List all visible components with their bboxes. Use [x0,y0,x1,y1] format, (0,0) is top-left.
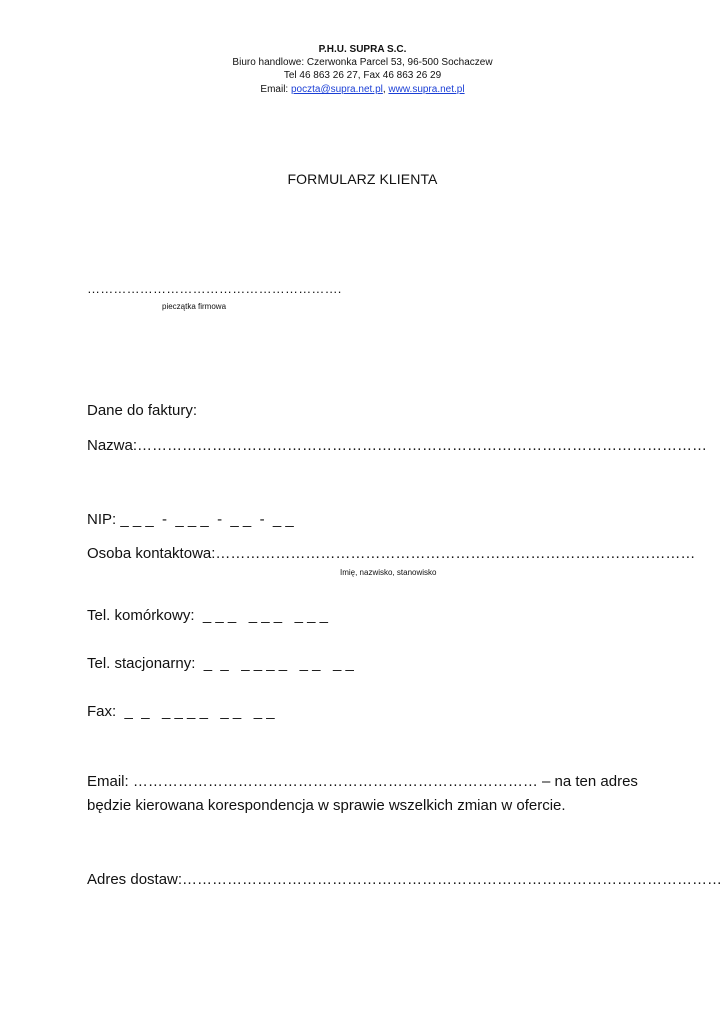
fax-field [87,701,275,723]
landline-blanks: _ _ _ _ _ _ _ _ _ _ [203,655,354,672]
landline-phone-field [87,653,354,675]
delivery-dotted-line: ……………………………………………………………………………………………… [182,871,723,888]
fax-blanks: _ _ _ _ _ _ _ _ _ _ [124,703,275,720]
email-dotted-line: ……………………………………………………………………… [132,773,538,790]
nip-blanks: _ _ _ - _ _ _ - _ _ - _ _ [120,511,294,528]
document-title: FORMULARZ KLIENTA [287,171,438,187]
link-separator: , [382,84,389,95]
mobile-label: Tel. komórkowy: [87,607,203,624]
website-link[interactable]: www.supra.net.pl [388,84,465,95]
email-label: Email: [87,773,133,790]
email-link[interactable]: poczta@supra.net.pl [290,84,383,95]
nip-label: NIP: [87,511,121,528]
email-prefix: Email: [260,84,291,95]
email-note: – na ten adres będzie kierowana korespondencja w sprawie wszelkich zmian w ofercie. [87,773,638,814]
name-dotted-line: …………………………………………………………………………………………………… [137,437,708,454]
company-name: P.H.U. SUPRA S.C. [318,44,407,55]
stamp-caption: pieczątka firmowa [162,302,227,311]
company-contact-line [0,83,725,96]
email-field [87,770,647,818]
mobile-blanks: _ _ _ _ _ _ _ _ _ [202,607,328,624]
invoice-data-heading: Dane do faktury: [87,402,198,419]
mobile-phone-field [87,605,328,627]
fax-label: Fax: [87,703,125,720]
company-phone-fax: Tel 46 863 26 27, Fax 46 863 26 29 [283,70,442,81]
name-label: Nazwa: [87,437,138,454]
stamp-dotted-line: …………………………………………………. [87,281,342,296]
contact-label: Osoba kontaktowa: [87,545,216,562]
delivery-label: Adres dostaw: [87,871,183,888]
landline-label: Tel. stacjonarny: [87,655,204,672]
name-field [87,435,707,457]
nip-field [87,509,294,531]
delivery-address-field [87,869,722,891]
contact-person-field [87,543,695,565]
contact-caption: Imię, nazwisko, stanowisko [340,568,437,577]
company-address: Biuro handlowe: Czerwonka Parcel 53, 96-500 Sochaczew [232,57,493,68]
contact-dotted-line: …………………………………………………………………………………… [215,545,696,562]
